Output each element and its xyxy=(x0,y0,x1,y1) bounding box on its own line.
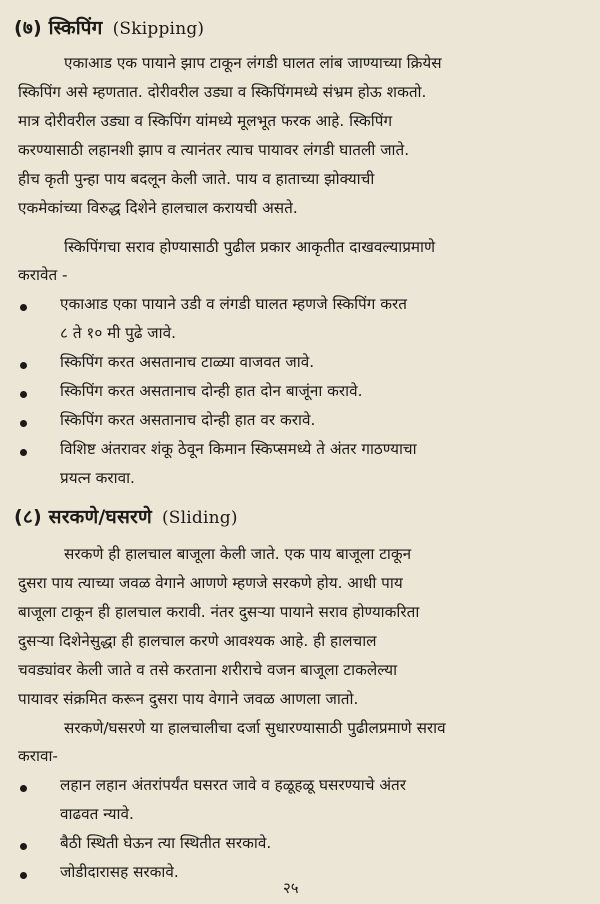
s7-bullet-5-line: प्रयत्न करावा. xyxy=(60,469,135,487)
section-7-title: (७) स्किपिंग xyxy=(14,17,103,39)
section-8-title-en: (Sliding) xyxy=(161,508,238,528)
s8-para2-line: सरकणे/घसरणे या हालचालीचा दर्जा सुधारण्यासाठी पुढीलप्रमाणे सराव xyxy=(64,719,446,737)
s7-para2-line: स्किपिंगचा सराव होण्यासाठी पुढील प्रकार आकृतीत दाखवल्याप्रमाणे xyxy=(64,238,436,256)
s8-bullet-1-line: वाढवत न्यावे. xyxy=(60,805,134,823)
s8-para1-line: पायावर संक्रमित करून दुसरा पाय वेगाने जवळ आणला जातो. xyxy=(18,690,359,708)
s7-para1-line: हीच कृती पुन्हा पाय बदलून केली जाते. पाय व हाताच्या झोक्याची xyxy=(18,170,375,188)
s7-bullet-4: स्किपिंग करत असतानाच दोन्ही हात वर करावे. xyxy=(60,411,316,429)
section-8-heading xyxy=(14,503,238,529)
section-7-heading xyxy=(14,14,204,40)
s7-para1-line: करण्यासाठी लहानशी झाप व त्यानंतर त्याच पायावर लंगडी घातली जाते. xyxy=(18,141,410,159)
s7-para1-line: स्किपिंग असे म्हणतात. दोरीवरील उड्या व स्किपिंगमध्ये संभ्रम होऊ शकतो. xyxy=(18,83,427,101)
s8-para1-line: सरकणे ही हालचाल बाजूला केली जाते. एक पाय बाजूला टाकून xyxy=(64,545,412,563)
s7-bullet-1-line: ८ ते १० मी पुढे जावे. xyxy=(60,324,176,342)
s7-bullet-1-line: एकाआड एका पायाने उडी व लंगडी घालत म्हणजे स्किपिंग करत xyxy=(60,295,407,313)
s8-para2-line: करावा- xyxy=(18,747,58,765)
s7-bullet-3: स्किपिंग करत असतानाच दोन्ही हात दोन बाजूंना करावे. xyxy=(60,382,363,400)
bullet-dot xyxy=(20,362,27,369)
bullet-dot xyxy=(20,449,27,456)
s7-para1-line: एकाआड एक पायाने झाप टाकून लंगडी घालत लांब जाण्याच्या क्रियेस xyxy=(64,54,442,72)
s8-bullet-2: बैठी स्थिती घेऊन त्या स्थितीत सरकावे. xyxy=(60,834,272,852)
s8-para1-line: दुसऱ्या दिशेनेसुद्धा ही हालचाल करणे आवश्यक आहे. ही हालचाल xyxy=(18,632,377,650)
bullet-dot xyxy=(20,785,27,792)
s8-para1-line: दुसरा पाय त्याच्या जवळ वेगाने आणणे म्हणजे सरकणे होय. आधी पाय xyxy=(18,574,403,592)
s7-bullet-2: स्किपिंग करत असतानाच टाळ्या वाजवत जावे. xyxy=(60,353,315,371)
s7-bullet-5-line: विशिष्ट अंतरावर शंकू ठेवून किमान स्किप्समध्ये ते अंतर गाठण्याचा xyxy=(60,440,417,458)
s7-para1-line: मात्र दोरीवरील उड्या व स्किपिंग यांमध्ये मूलभूत फरक आहे. स्किपिंग xyxy=(18,112,393,130)
s8-para1-line: चवड्यांवर केली जाते व तसे करताना शरीराचे वजन बाजूला टाकलेल्या xyxy=(18,661,398,679)
s8-para1-line: बाजूला टाकून ही हालचाल करावी. नंतर दुसऱ्या पायाने सराव होण्याकरिता xyxy=(18,603,420,621)
s7-para1-line: एकमेकांच्या विरुद्ध दिशेने हालचाल करायची असते. xyxy=(18,199,298,217)
section-7-title-en: (Skipping) xyxy=(112,19,205,39)
s7-para2-line: करावेत - xyxy=(18,266,68,284)
bullet-dot xyxy=(20,872,27,879)
bullet-dot xyxy=(20,304,27,311)
bullet-dot xyxy=(20,843,27,850)
page-number: २५ xyxy=(283,879,299,897)
s8-bullet-3: जोडीदारासह सरकावे. xyxy=(60,863,179,881)
bullet-dot xyxy=(20,420,27,427)
bullet-dot xyxy=(20,391,27,398)
section-8-title: (८) सरकणे/घसरणे xyxy=(14,506,152,528)
s8-bullet-1-line: लहान लहान अंतरांपर्यंत घसरत जावे व हळूहळू घसरण्याचे अंतर xyxy=(60,776,406,794)
